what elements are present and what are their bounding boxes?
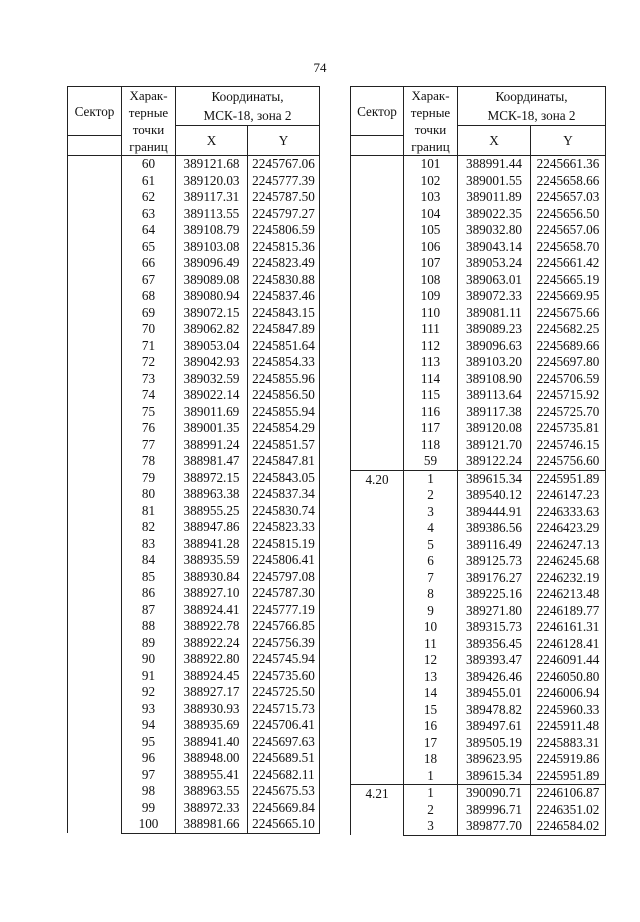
x-cell: 389996.71 — [458, 802, 531, 819]
y-cell: 2245689.66 — [531, 338, 606, 355]
sector-cell — [351, 156, 404, 471]
point-cell: 71 — [122, 338, 176, 355]
y-cell: 2245657.03 — [531, 189, 606, 206]
x-cell: 389356.45 — [458, 636, 531, 653]
y-cell: 2245657.06 — [531, 222, 606, 239]
x-cell: 389081.11 — [458, 305, 531, 322]
x-cell: 389063.01 — [458, 272, 531, 289]
y-cell: 2245715.73 — [248, 701, 320, 718]
y-cell: 2246584.02 — [531, 818, 606, 835]
header-x: X — [176, 126, 248, 156]
x-cell: 389121.68 — [176, 156, 248, 173]
x-cell: 388972.15 — [176, 470, 248, 487]
point-cell: 101 — [404, 156, 458, 173]
point-cell: 67 — [122, 272, 176, 289]
x-cell: 389022.14 — [176, 387, 248, 404]
point-cell: 75 — [122, 404, 176, 421]
x-cell: 389022.35 — [458, 206, 531, 223]
point-cell: 14 — [404, 685, 458, 702]
y-cell: 2245951.89 — [531, 470, 606, 487]
y-cell: 2246232.19 — [531, 570, 606, 587]
point-cell: 11 — [404, 636, 458, 653]
header-sector: Сектор — [68, 87, 122, 136]
y-cell: 2245830.74 — [248, 503, 320, 520]
y-cell: 2245919.86 — [531, 751, 606, 768]
point-cell: 63 — [122, 206, 176, 223]
x-cell: 389120.03 — [176, 173, 248, 190]
y-cell: 2245715.92 — [531, 387, 606, 404]
x-cell: 388930.84 — [176, 569, 248, 586]
y-cell: 2246091.44 — [531, 652, 606, 669]
point-cell: 115 — [404, 387, 458, 404]
y-cell: 2245746.15 — [531, 437, 606, 454]
point-cell: 92 — [122, 684, 176, 701]
point-cell: 79 — [122, 470, 176, 487]
x-cell: 389108.79 — [176, 222, 248, 239]
point-cell: 73 — [122, 371, 176, 388]
y-cell: 2245665.19 — [531, 272, 606, 289]
point-cell: 95 — [122, 734, 176, 751]
point-cell: 110 — [404, 305, 458, 322]
x-cell: 389089.23 — [458, 321, 531, 338]
point-cell: 3 — [404, 504, 458, 521]
y-cell: 2245787.30 — [248, 585, 320, 602]
x-cell: 389125.73 — [458, 553, 531, 570]
x-cell: 389080.94 — [176, 288, 248, 305]
point-cell: 100 — [122, 816, 176, 833]
header-y: Y — [248, 126, 320, 156]
y-cell: 2245706.59 — [531, 371, 606, 388]
x-cell: 388924.41 — [176, 602, 248, 619]
x-cell: 389103.08 — [176, 239, 248, 256]
sector-cell: 4.21 — [351, 785, 404, 836]
x-cell: 389615.34 — [458, 768, 531, 785]
y-cell: 2245855.96 — [248, 371, 320, 388]
y-cell: 2245766.85 — [248, 618, 320, 635]
x-cell: 389121.70 — [458, 437, 531, 454]
point-cell: 59 — [404, 453, 458, 470]
y-cell: 2246245.68 — [531, 553, 606, 570]
y-cell: 2245697.63 — [248, 734, 320, 751]
point-cell: 99 — [122, 800, 176, 817]
point-cell: 96 — [122, 750, 176, 767]
header-characteristic-points: Харак- терные точки границ — [404, 87, 458, 156]
x-cell: 389096.49 — [176, 255, 248, 272]
point-cell: 13 — [404, 669, 458, 686]
y-cell: 2245806.41 — [248, 552, 320, 569]
point-cell: 108 — [404, 272, 458, 289]
point-cell: 76 — [122, 420, 176, 437]
point-cell: 3 — [404, 818, 458, 835]
x-cell: 389176.27 — [458, 570, 531, 587]
point-cell: 84 — [122, 552, 176, 569]
y-cell: 2246333.63 — [531, 504, 606, 521]
point-cell: 85 — [122, 569, 176, 586]
x-cell: 388963.38 — [176, 486, 248, 503]
x-cell: 389011.69 — [176, 404, 248, 421]
point-cell: 70 — [122, 321, 176, 338]
point-cell: 87 — [122, 602, 176, 619]
y-cell: 2245756.39 — [248, 635, 320, 652]
x-cell: 388941.40 — [176, 734, 248, 751]
y-cell: 2245682.25 — [531, 321, 606, 338]
point-cell: 62 — [122, 189, 176, 206]
y-cell: 2245682.11 — [248, 767, 320, 784]
point-cell: 78 — [122, 453, 176, 470]
point-cell: 60 — [122, 156, 176, 173]
x-cell: 389103.20 — [458, 354, 531, 371]
point-cell: 118 — [404, 437, 458, 454]
point-cell: 111 — [404, 321, 458, 338]
y-cell: 2245745.94 — [248, 651, 320, 668]
point-cell: 15 — [404, 702, 458, 719]
point-cell: 103 — [404, 189, 458, 206]
table-row — [68, 156, 320, 173]
point-cell: 66 — [122, 255, 176, 272]
y-cell: 2245658.66 — [531, 173, 606, 190]
point-cell: 102 — [404, 173, 458, 190]
x-cell: 389540.12 — [458, 487, 531, 504]
point-cell: 64 — [122, 222, 176, 239]
y-cell: 2246351.02 — [531, 802, 606, 819]
y-cell: 2245725.50 — [248, 684, 320, 701]
y-cell: 2245777.19 — [248, 602, 320, 619]
sector-cell: 4.20 — [351, 470, 404, 785]
point-cell: 1 — [404, 470, 458, 487]
y-cell: 2245669.95 — [531, 288, 606, 305]
x-cell: 388947.86 — [176, 519, 248, 536]
point-cell: 69 — [122, 305, 176, 322]
point-cell: 98 — [122, 783, 176, 800]
x-cell: 389315.73 — [458, 619, 531, 636]
y-cell: 2245665.10 — [248, 816, 320, 833]
point-cell: 106 — [404, 239, 458, 256]
x-cell: 389053.24 — [458, 255, 531, 272]
y-cell: 2245806.59 — [248, 222, 320, 239]
x-cell: 388922.78 — [176, 618, 248, 635]
x-cell: 390090.71 — [458, 785, 531, 802]
y-cell: 2246423.29 — [531, 520, 606, 537]
point-cell: 12 — [404, 652, 458, 669]
y-cell: 2245911.48 — [531, 718, 606, 735]
point-cell: 86 — [122, 585, 176, 602]
y-cell: 2245656.50 — [531, 206, 606, 223]
y-cell: 2245883.31 — [531, 735, 606, 752]
x-cell: 389444.91 — [458, 504, 531, 521]
point-cell: 6 — [404, 553, 458, 570]
point-cell: 16 — [404, 718, 458, 735]
x-cell: 389001.35 — [176, 420, 248, 437]
x-cell: 388991.24 — [176, 437, 248, 454]
x-cell: 389113.55 — [176, 206, 248, 223]
y-cell: 2245854.29 — [248, 420, 320, 437]
x-cell: 388991.44 — [458, 156, 531, 173]
y-cell: 2245675.66 — [531, 305, 606, 322]
point-cell: 107 — [404, 255, 458, 272]
y-cell: 2245706.41 — [248, 717, 320, 734]
point-cell: 93 — [122, 701, 176, 718]
point-cell: 114 — [404, 371, 458, 388]
point-cell: 117 — [404, 420, 458, 437]
y-cell: 2245725.70 — [531, 404, 606, 421]
header-sector: Сектор — [351, 87, 404, 136]
point-cell: 17 — [404, 735, 458, 752]
y-cell: 2245851.64 — [248, 338, 320, 355]
point-cell: 94 — [122, 717, 176, 734]
y-cell: 2245756.60 — [531, 453, 606, 470]
point-cell: 91 — [122, 668, 176, 685]
point-cell: 2 — [404, 487, 458, 504]
y-cell: 2246006.94 — [531, 685, 606, 702]
x-cell: 388922.24 — [176, 635, 248, 652]
point-cell: 5 — [404, 537, 458, 554]
y-cell: 2245815.36 — [248, 239, 320, 256]
x-cell: 389497.61 — [458, 718, 531, 735]
x-cell: 389122.24 — [458, 453, 531, 470]
table-row — [351, 470, 606, 487]
y-cell: 2245767.06 — [248, 156, 320, 173]
x-cell: 389271.80 — [458, 603, 531, 620]
x-cell: 389393.47 — [458, 652, 531, 669]
header-characteristic-points: Харак- терные точки границ — [122, 87, 176, 156]
header-sector-blank — [68, 136, 122, 156]
y-cell: 2245675.53 — [248, 783, 320, 800]
y-cell: 2245815.19 — [248, 536, 320, 553]
x-cell: 388927.17 — [176, 684, 248, 701]
x-cell: 389053.04 — [176, 338, 248, 355]
y-cell: 2245669.84 — [248, 800, 320, 817]
point-cell: 105 — [404, 222, 458, 239]
x-cell: 389386.56 — [458, 520, 531, 537]
point-cell: 7 — [404, 570, 458, 587]
y-cell: 2245960.33 — [531, 702, 606, 719]
point-cell: 81 — [122, 503, 176, 520]
point-cell: 82 — [122, 519, 176, 536]
point-cell: 65 — [122, 239, 176, 256]
y-cell: 2245735.81 — [531, 420, 606, 437]
x-cell: 388935.59 — [176, 552, 248, 569]
point-cell: 83 — [122, 536, 176, 553]
y-cell: 2245689.51 — [248, 750, 320, 767]
x-cell: 389001.55 — [458, 173, 531, 190]
y-cell: 2246161.31 — [531, 619, 606, 636]
x-cell: 388922.80 — [176, 651, 248, 668]
y-cell: 2246247.13 — [531, 537, 606, 554]
point-cell: 113 — [404, 354, 458, 371]
point-cell: 112 — [404, 338, 458, 355]
table-row — [351, 785, 606, 802]
y-cell: 2246128.41 — [531, 636, 606, 653]
x-cell: 389011.89 — [458, 189, 531, 206]
x-cell: 389113.64 — [458, 387, 531, 404]
y-cell: 2245847.81 — [248, 453, 320, 470]
point-cell: 1 — [404, 785, 458, 802]
y-cell: 2245837.34 — [248, 486, 320, 503]
y-cell: 2245847.89 — [248, 321, 320, 338]
point-cell: 89 — [122, 635, 176, 652]
x-cell: 389032.80 — [458, 222, 531, 239]
y-cell: 2245797.08 — [248, 569, 320, 586]
x-cell: 389623.95 — [458, 751, 531, 768]
y-cell: 2245830.88 — [248, 272, 320, 289]
x-cell: 389108.90 — [458, 371, 531, 388]
point-cell: 104 — [404, 206, 458, 223]
x-cell: 389072.15 — [176, 305, 248, 322]
x-cell: 389043.14 — [458, 239, 531, 256]
y-cell: 2246050.80 — [531, 669, 606, 686]
y-cell: 2245843.05 — [248, 470, 320, 487]
x-cell: 389096.63 — [458, 338, 531, 355]
x-cell: 389478.82 — [458, 702, 531, 719]
x-cell: 389120.08 — [458, 420, 531, 437]
x-cell: 389072.33 — [458, 288, 531, 305]
x-cell: 389117.38 — [458, 404, 531, 421]
coordinates-table-left — [67, 86, 320, 834]
y-cell: 2245823.49 — [248, 255, 320, 272]
x-cell: 388941.28 — [176, 536, 248, 553]
y-cell: 2245843.15 — [248, 305, 320, 322]
header-x: X — [458, 126, 531, 156]
header-coordinates: Координаты, МСК-18, зона 2 — [176, 87, 320, 126]
header-y: Y — [531, 126, 606, 156]
y-cell: 2245777.39 — [248, 173, 320, 190]
point-cell: 68 — [122, 288, 176, 305]
point-cell: 90 — [122, 651, 176, 668]
y-cell: 2245661.36 — [531, 156, 606, 173]
x-cell: 388981.47 — [176, 453, 248, 470]
x-cell: 389225.16 — [458, 586, 531, 603]
point-cell: 88 — [122, 618, 176, 635]
point-cell: 61 — [122, 173, 176, 190]
x-cell: 389032.59 — [176, 371, 248, 388]
y-cell: 2246106.87 — [531, 785, 606, 802]
y-cell: 2245851.57 — [248, 437, 320, 454]
point-cell: 109 — [404, 288, 458, 305]
y-cell: 2246189.77 — [531, 603, 606, 620]
y-cell: 2245951.89 — [531, 768, 606, 785]
x-cell: 388972.33 — [176, 800, 248, 817]
y-cell: 2245658.70 — [531, 239, 606, 256]
y-cell: 2245697.80 — [531, 354, 606, 371]
y-cell: 2245856.50 — [248, 387, 320, 404]
table-body-left — [68, 156, 320, 834]
x-cell: 388924.45 — [176, 668, 248, 685]
point-cell: 116 — [404, 404, 458, 421]
point-cell: 8 — [404, 586, 458, 603]
point-cell: 1 — [404, 768, 458, 785]
x-cell: 389505.19 — [458, 735, 531, 752]
y-cell: 2246147.23 — [531, 487, 606, 504]
y-cell: 2245854.33 — [248, 354, 320, 371]
header-sector-blank — [351, 136, 404, 156]
table-row — [351, 156, 606, 173]
x-cell: 389062.82 — [176, 321, 248, 338]
x-cell: 389042.93 — [176, 354, 248, 371]
y-cell: 2246213.48 — [531, 586, 606, 603]
x-cell: 388927.10 — [176, 585, 248, 602]
y-cell: 2245787.50 — [248, 189, 320, 206]
point-cell: 18 — [404, 751, 458, 768]
x-cell: 389426.46 — [458, 669, 531, 686]
x-cell: 388955.25 — [176, 503, 248, 520]
x-cell: 389116.49 — [458, 537, 531, 554]
x-cell: 389089.08 — [176, 272, 248, 289]
x-cell: 389117.31 — [176, 189, 248, 206]
y-cell: 2245735.60 — [248, 668, 320, 685]
x-cell: 389615.34 — [458, 470, 531, 487]
point-cell: 80 — [122, 486, 176, 503]
x-cell: 388981.66 — [176, 816, 248, 833]
sector-cell — [68, 156, 122, 834]
coordinates-table-right — [350, 86, 606, 836]
point-cell: 72 — [122, 354, 176, 371]
x-cell: 388948.00 — [176, 750, 248, 767]
point-cell: 77 — [122, 437, 176, 454]
point-cell: 2 — [404, 802, 458, 819]
point-cell: 97 — [122, 767, 176, 784]
x-cell: 389455.01 — [458, 685, 531, 702]
y-cell: 2245797.27 — [248, 206, 320, 223]
x-cell: 389877.70 — [458, 818, 531, 835]
y-cell: 2245661.42 — [531, 255, 606, 272]
x-cell: 388930.93 — [176, 701, 248, 718]
y-cell: 2245837.46 — [248, 288, 320, 305]
point-cell: 4 — [404, 520, 458, 537]
point-cell: 10 — [404, 619, 458, 636]
point-cell: 74 — [122, 387, 176, 404]
point-cell: 9 — [404, 603, 458, 620]
table-body-right — [351, 156, 606, 836]
y-cell: 2245823.33 — [248, 519, 320, 536]
x-cell: 388935.69 — [176, 717, 248, 734]
x-cell: 388955.41 — [176, 767, 248, 784]
y-cell: 2245855.94 — [248, 404, 320, 421]
x-cell: 388963.55 — [176, 783, 248, 800]
header-coordinates: Координаты, МСК-18, зона 2 — [458, 87, 606, 126]
page-number: 74 — [313, 60, 327, 75]
